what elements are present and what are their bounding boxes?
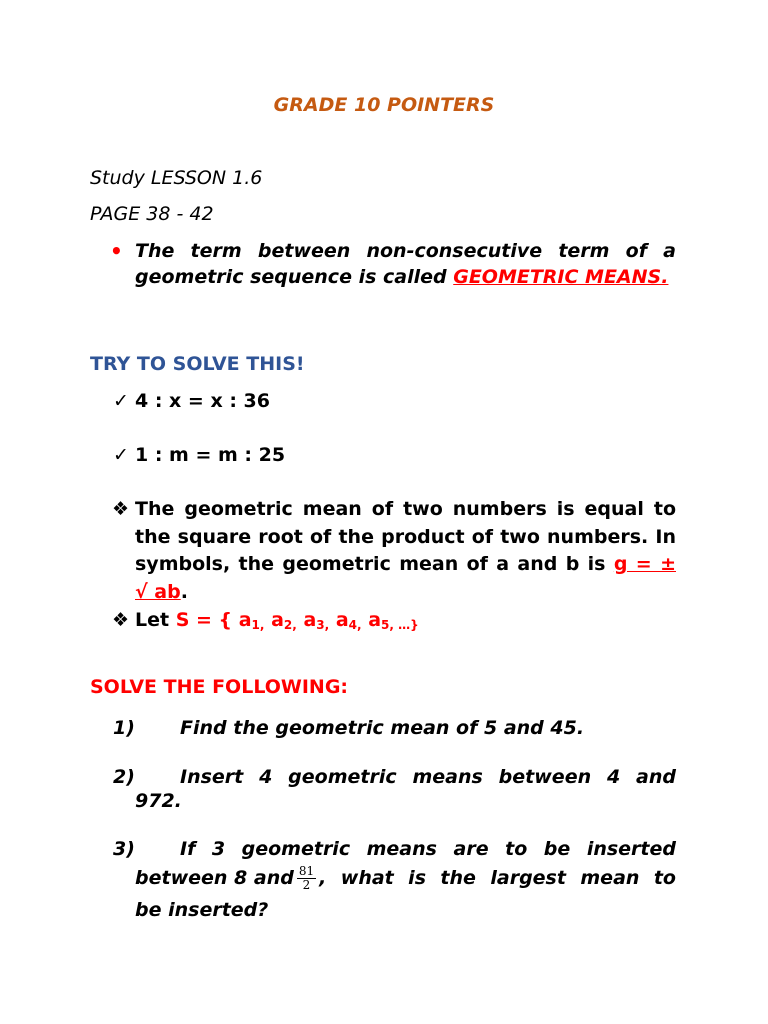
problem-number: 1) <box>113 717 135 739</box>
check-item: 1 : m = m : 25 <box>135 444 286 466</box>
fraction: $\frac{81}{2}$ <box>298 863 315 892</box>
geo-mean-note <box>135 496 676 606</box>
try-heading: TRY TO SOLVE THIS! <box>90 353 305 375</box>
check-item: 4 : x = x : 36 <box>135 390 270 412</box>
definition-highlight: GEOMETRIC MEANS. <box>453 266 669 288</box>
problem-text: Find the geometric mean of 5 and 45. <box>180 717 585 739</box>
problem-text-line2: 972. <box>135 790 182 812</box>
problem-number: 3) <box>113 838 135 860</box>
geo-mean-text: The geometric mean of two numbers is equal to the square root of the product of two numbers. In symbols, the geometric mean of a and b is <box>135 498 676 575</box>
geo-mean-formula: g = ± √ ab <box>135 553 676 603</box>
problem-text-line1: Insert 4 geometric means between 4 and <box>180 766 676 788</box>
problem-text-line1: If 3 geometric means are to be inserted <box>180 838 676 860</box>
checkmark-icon: ✓ <box>113 444 129 466</box>
bullet-icon: • <box>110 239 123 263</box>
page-range: PAGE 38 - 42 <box>90 203 214 225</box>
set-expression: S = { $a_{1,}$ $a_{2,}$ $a_{3,}$ $a_{4,}$ $a_{5, \dots\}}$ <box>175 609 419 632</box>
definition-text: The term between non-consecutive term of a geometric sequence is called <box>135 240 676 288</box>
page-title: GRADE 10 POINTERS <box>273 94 495 116</box>
let-label: Let <box>135 609 176 631</box>
study-lesson: Study LESSON 1.6 <box>90 167 263 189</box>
solve-heading: SOLVE THE FOLLOWING: <box>90 676 349 698</box>
geo-mean-end: . <box>180 580 188 603</box>
problem-number: 2) <box>113 766 135 788</box>
set-note <box>135 607 676 638</box>
diamond-icon: ❖ <box>112 609 130 631</box>
problem-text-line2: between 8 and $\frac{81}{2}$ , what is the largest mean to <box>135 863 676 892</box>
problem-text-line3: be inserted? <box>135 899 269 921</box>
checkmark-icon: ✓ <box>113 390 129 412</box>
diamond-icon: ❖ <box>112 498 130 520</box>
definition-paragraph <box>135 238 676 290</box>
